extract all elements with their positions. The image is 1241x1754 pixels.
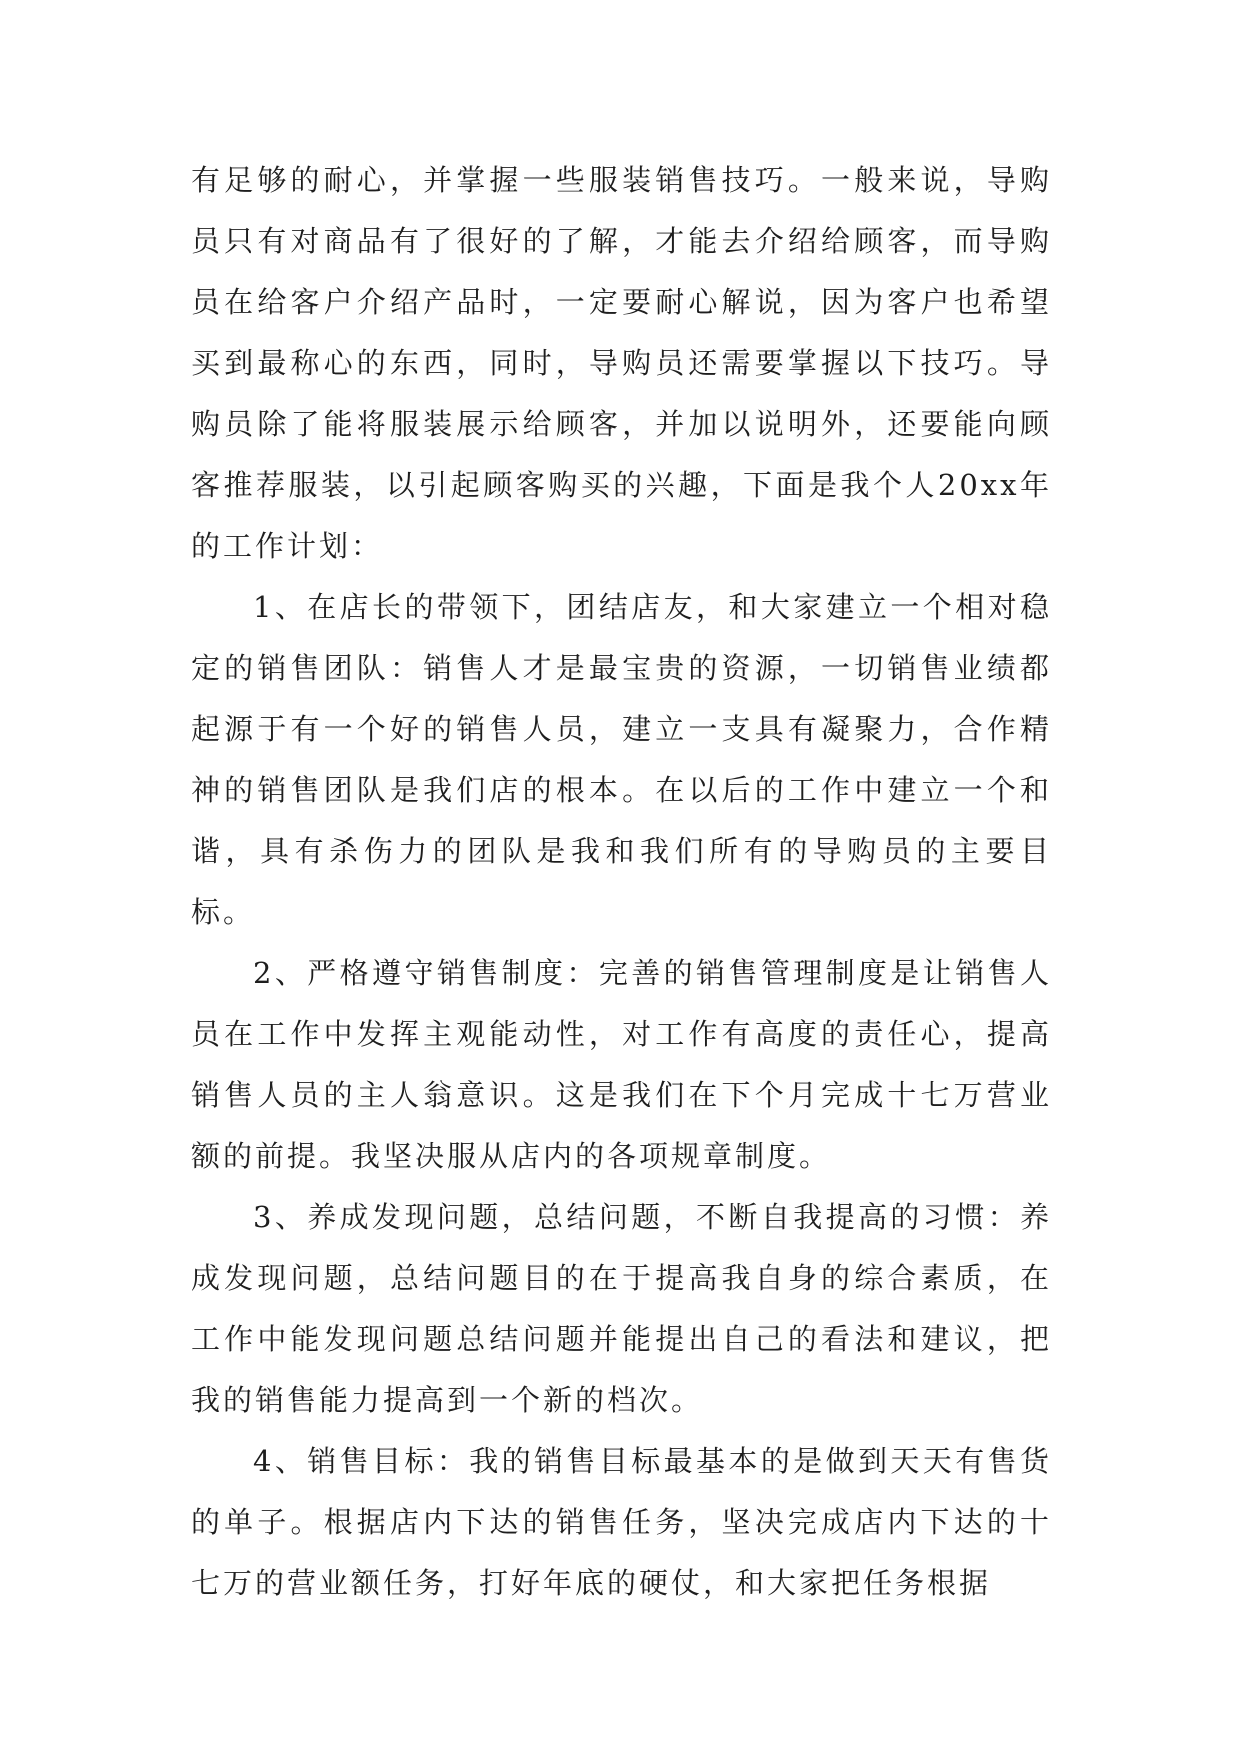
paragraph-intro: 有足够的耐心，并掌握一些服装销售技巧。一般来说，导购员只有对商品有了很好的了解，才能去介绍给顾客，而导购员在给客户介绍产品时，一定要耐心解说，因为客户也希望买到最称心的东西，同时，导购员还需要掌握以下技巧。导购员除了能将服装展示给顾客，并加以说明外，还要能向顾客推荐服装，以引起顾客购买的兴趣，下面是我个人20xx年的工作计划： — [191, 163, 1052, 563]
document-body — [191, 150, 1052, 1614]
paragraph-item-4: 4、销售目标：我的销售目标最基本的是做到天天有售货的单子。根据店内下达的销售任务，坚决完成店内下达的十七万的营业额任务，打好年底的硬仗，和大家把任务根据 — [191, 1444, 1052, 1600]
paragraph-item-3: 3、养成发现问题，总结问题，不断自我提高的习惯：养成发现问题，总结问题目的在于提高我自身的综合素质，在工作中能发现问题总结问题并能提出自己的看法和建议，把我的销售能力提高到一个新的档次。 — [191, 1200, 1052, 1417]
paragraph-item-2: 2、严格遵守销售制度：完善的销售管理制度是让销售人员在工作中发挥主观能动性，对工作有高度的责任心，提高销售人员的主人翁意识。这是我们在下个月完成十七万营业额的前提。我坚决服从店内的各项规章制度。 — [191, 956, 1052, 1173]
paragraph-item-1: 1、在店长的带领下，团结店友，和大家建立一个相对稳定的销售团队：销售人才是最宝贵的资源，一切销售业绩都起源于有一个好的销售人员，建立一支具有凝聚力，合作精神的销售团队是我们店的根本。在以后的工作中建立一个和谐，具有杀伤力的团队是我和我们所有的导购员的主要目标。 — [191, 590, 1052, 929]
